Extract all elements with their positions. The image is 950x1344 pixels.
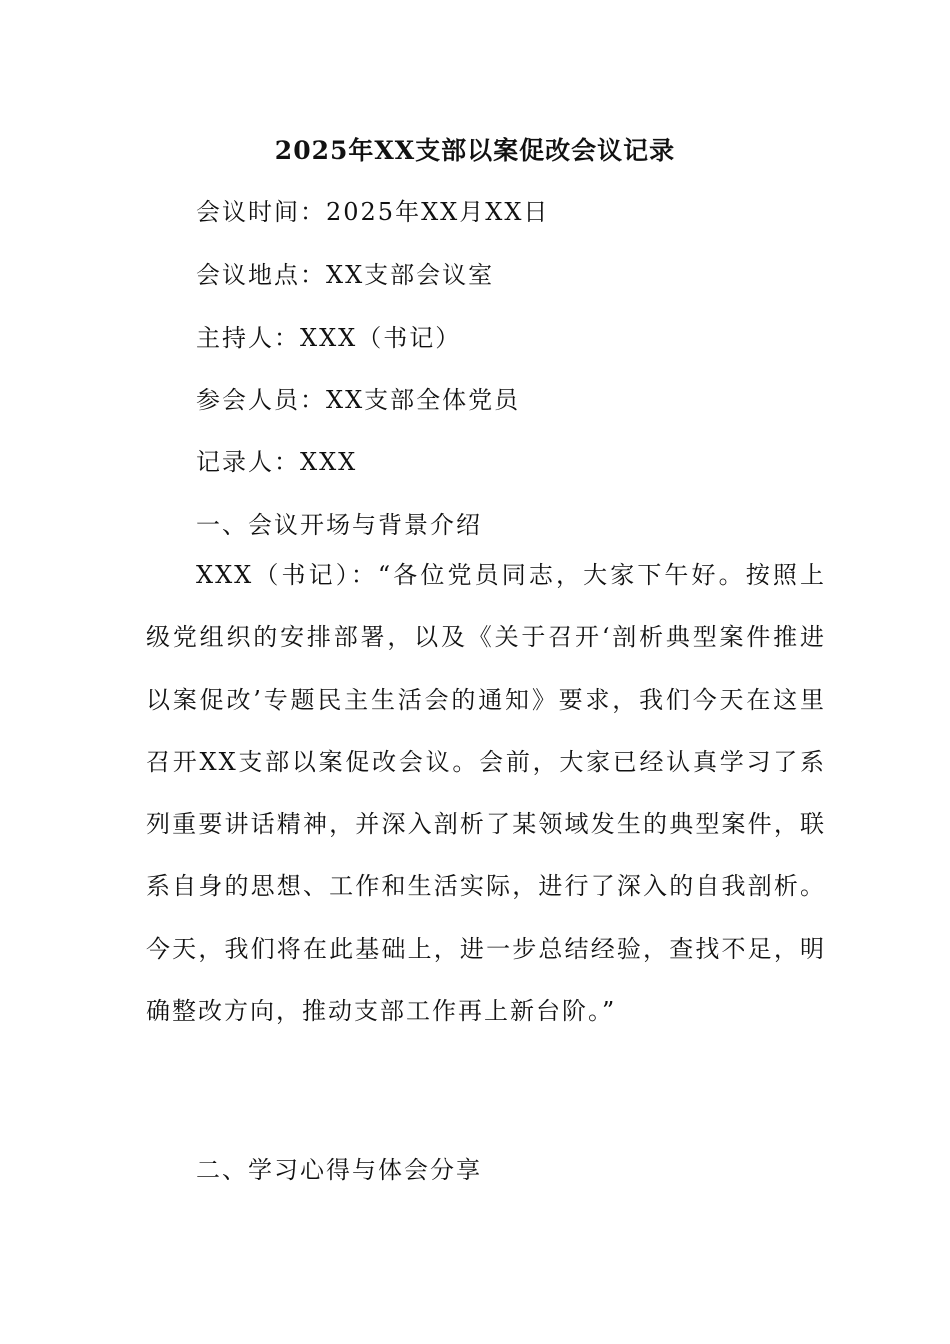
meeting-time: 会议时间：2025年XX月XX日 bbox=[196, 198, 550, 226]
section-heading-1: 一、会议开场与背景介绍 bbox=[196, 511, 482, 539]
section-1-paragraph: XXX（书记）：“各位党员同志，大家下午好。按照上级党组织的安排部署，以及《关于召开‘剖析典型案件推进以案促改’专题民主生活会的通知》要求，我们今天在这里召开XX支部以案促改会议。会前，大家已经认真学习了系列重要讲话精神，并深入剖析了某领域发生的典型案件，联系自身的思想、工作和生活实际，进行了深入的自我剖析。今天，我们将在此基础上，进一步总结经验，查找不足，明确整改方向，推动支部工作再上新台阶。” bbox=[146, 561, 826, 1026]
meeting-attendees: 参会人员：XX支部全体党员 bbox=[196, 386, 521, 414]
meeting-host: 主持人：XXX（书记） bbox=[196, 324, 462, 352]
section-heading-2: 二、学习心得与体会分享 bbox=[196, 1156, 482, 1184]
document-title: 2025年XX支部以案促改会议记录 bbox=[274, 136, 676, 165]
meeting-recorder: 记录人：XXX bbox=[196, 448, 358, 476]
meeting-location: 会议地点：XX支部会议室 bbox=[196, 261, 495, 289]
